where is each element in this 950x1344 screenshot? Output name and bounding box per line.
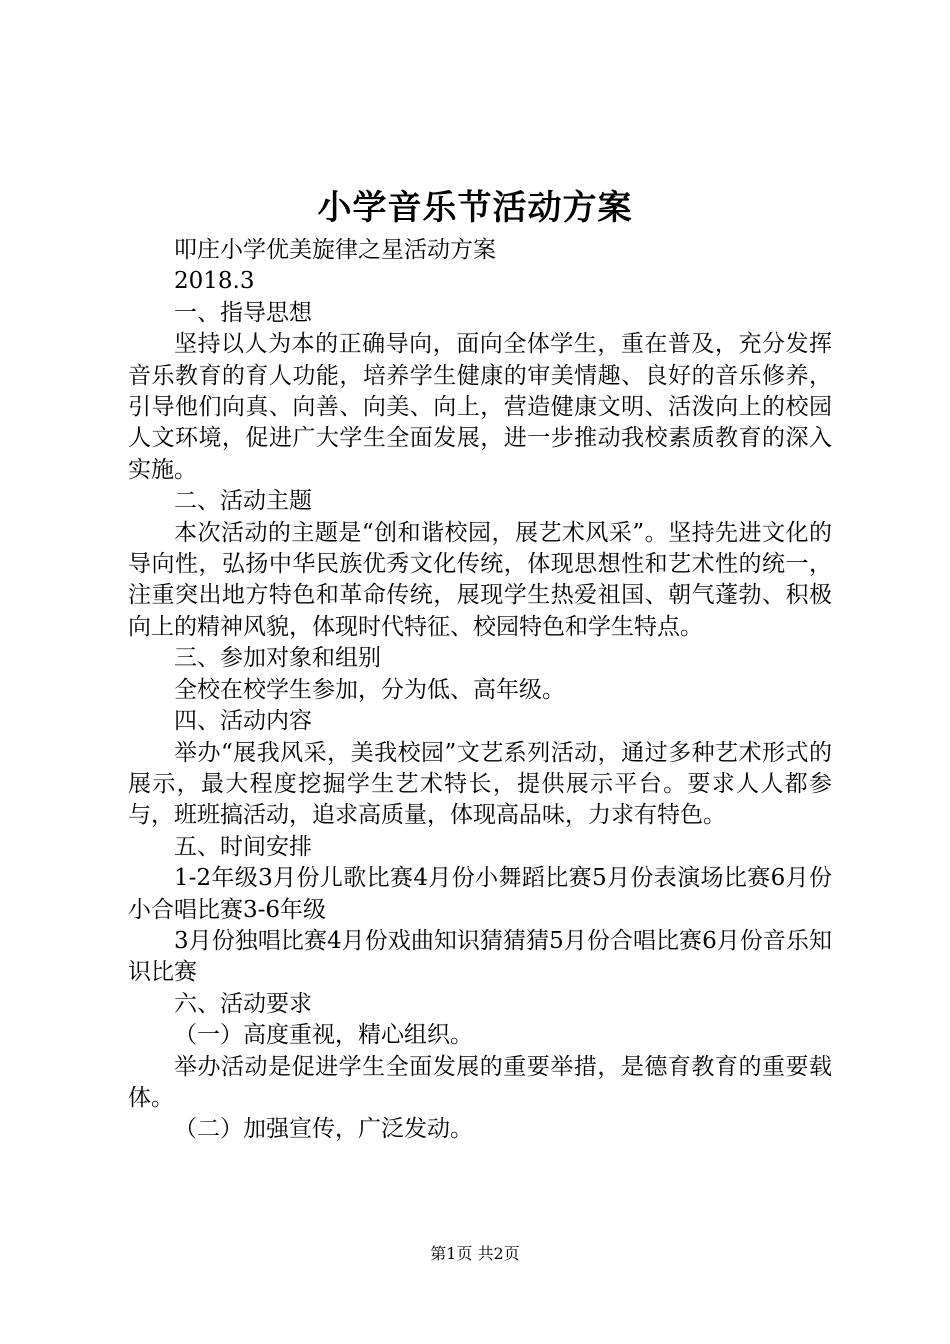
document-title: 小学音乐节活动方案	[317, 188, 633, 228]
document-body	[128, 235, 832, 1146]
section-heading-2: 二、活动主题	[174, 488, 312, 515]
section-heading-3: 三、参加对象和组别	[174, 645, 381, 672]
paragraph-6-1: 举办活动是促进学生全面发展的重要举措，是德育教育的重要载体。	[128, 1053, 832, 1111]
page-footer: 第1页 共2页	[430, 1244, 520, 1263]
paragraph-4: 举办“展我风采，美我校园”文艺系列活动，通过多种艺术形式的展示，最大程度挖掘学生艺术特长，提供展示平台。要求人人都参与，班班搞活动，追求高质量，体现高品味，力求有特色。	[128, 739, 832, 829]
paragraph-5b: 3月份独唱比赛4月份戏曲知识猜猜猜5月份合唱比赛6月份音乐知识比赛	[128, 927, 832, 986]
subheading-6-1: （一）高度重视，精心组织。	[174, 1022, 473, 1049]
section-heading-5: 五、时间安排	[174, 833, 312, 860]
paragraph-date: 2018.3	[174, 268, 255, 295]
section-heading-1: 一、指导思想	[174, 299, 312, 326]
section-heading-6: 六、活动要求	[174, 990, 312, 1017]
paragraph-1: 坚持以人为本的正确导向，面向全体学生，重在普及，充分发挥音乐教育的育人功能，培养学生健康的审美情趣、良好的音乐修养，引导他们向真、向善、向美、向上，营造健康文明、活泼向上的校园人文环境，促进广大学生全面发展，进一步推动我校素质教育的深入实施。	[128, 331, 832, 483]
paragraph-3: 全校在校学生参加，分为低、高年级。	[174, 676, 565, 703]
paragraph-subtitle: 叩庄小学优美旋律之星活动方案	[174, 237, 496, 263]
paragraph-5a: 1-2年级3月份儿歌比赛4月份小舞蹈比赛5月份表演场比赛6月份小合唱比赛3-6年级	[128, 865, 832, 923]
paragraph-2: 本次活动的主题是“创和谐校园，展艺术风采”。坚持先进文化的导向性，弘扬中华民族优秀文化传统，体现思想性和艺术性的统一，注重突出地方特色和革命传统，展现学生热爱祖国、朝气蓬勃、积极向上的精神风貌，体现时代特征、校园特色和学生特点。	[128, 519, 832, 640]
section-heading-4: 四、活动内容	[174, 708, 312, 735]
subheading-6-2: （二）加强宣传，广泛发动。	[174, 1116, 473, 1143]
